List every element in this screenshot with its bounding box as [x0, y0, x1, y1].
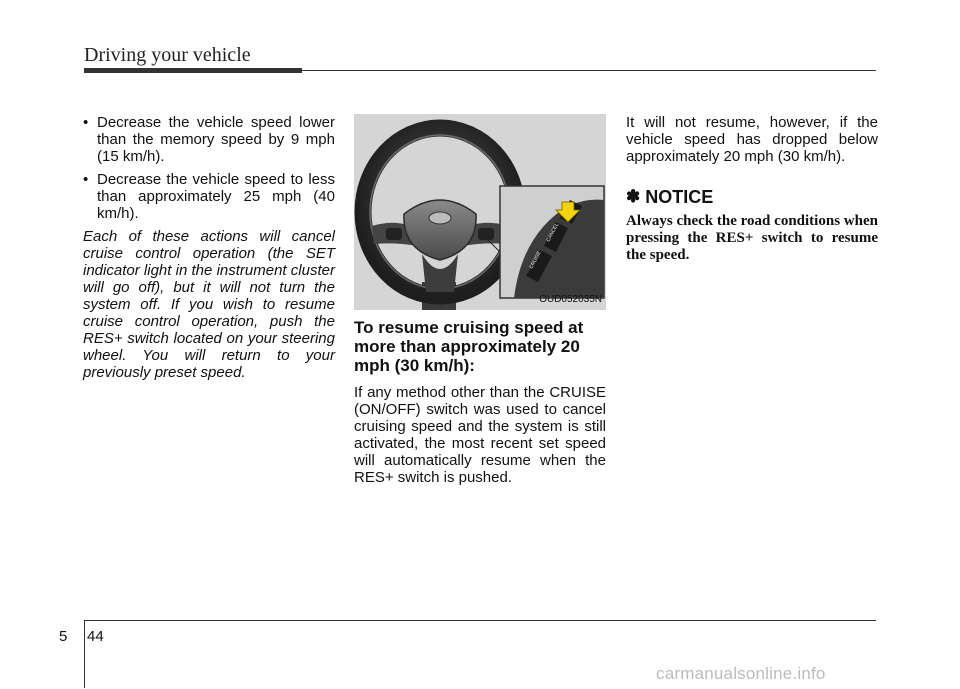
footer-divider: [84, 620, 85, 688]
notice-icon: ✽: [626, 187, 641, 206]
bullet-dot: •: [83, 114, 89, 131]
header-rule-thin: [300, 70, 876, 71]
bullet-item: [83, 114, 335, 165]
page-number: 44: [87, 628, 104, 645]
bullet-item: [83, 171, 335, 222]
bullet-text: Decrease the vehicle speed lower than the memory speed by 9 mph (15 km/h).: [97, 114, 335, 165]
switch-label-cancel: CANCEL: [545, 222, 561, 243]
cancel-note-paragraph: Each of these actions will cancel cruise control operation (the SET indicator light in the instrument cluster will go off), but it will not turn the system off. If you wish to resume cruise control operation, push the RES+ switch located on your steering wheel. You will return to your previously preset speed.: [83, 228, 335, 381]
right-column: [626, 114, 878, 264]
chapter-number: 5: [59, 628, 68, 645]
bullet-text: Decrease the vehicle speed to less than approximately 25 mph (40 km/h).: [97, 171, 335, 222]
header-rule-thick: [84, 68, 302, 73]
steering-wheel-figure: [354, 114, 606, 310]
switch-label-cruise: CRUISE: [528, 250, 543, 270]
section-heading: To resume cruising speed at more than approximately 20 mph (30 km/h):: [354, 318, 584, 375]
watermark: carmanualsonline.info: [656, 664, 826, 683]
notice-title: NOTICE: [645, 187, 714, 207]
footer-rule: [84, 620, 876, 621]
middle-column: [354, 114, 606, 486]
notice-heading: [626, 187, 878, 207]
header-title: Driving your vehicle: [84, 44, 251, 66]
resume-condition-paragraph: It will not resume, however, if the vehicle speed has dropped below approximately 20 mph (30 km/h).: [626, 114, 878, 165]
steering-wheel-icon: [354, 114, 606, 310]
figure-code: OUD052035N: [539, 294, 602, 305]
notice-body: Always check the road conditions when pressing the RES+ switch to resume the speed.: [626, 213, 878, 263]
bullet-dot: •: [83, 171, 89, 188]
resume-paragraph: If any method other than the CRUISE (ON/OFF) switch was used to cancel cruising speed and the system is still activated, the most recent set speed will automatically resume when the RES+ switch is pushed.: [354, 384, 606, 486]
left-column: [83, 114, 335, 381]
